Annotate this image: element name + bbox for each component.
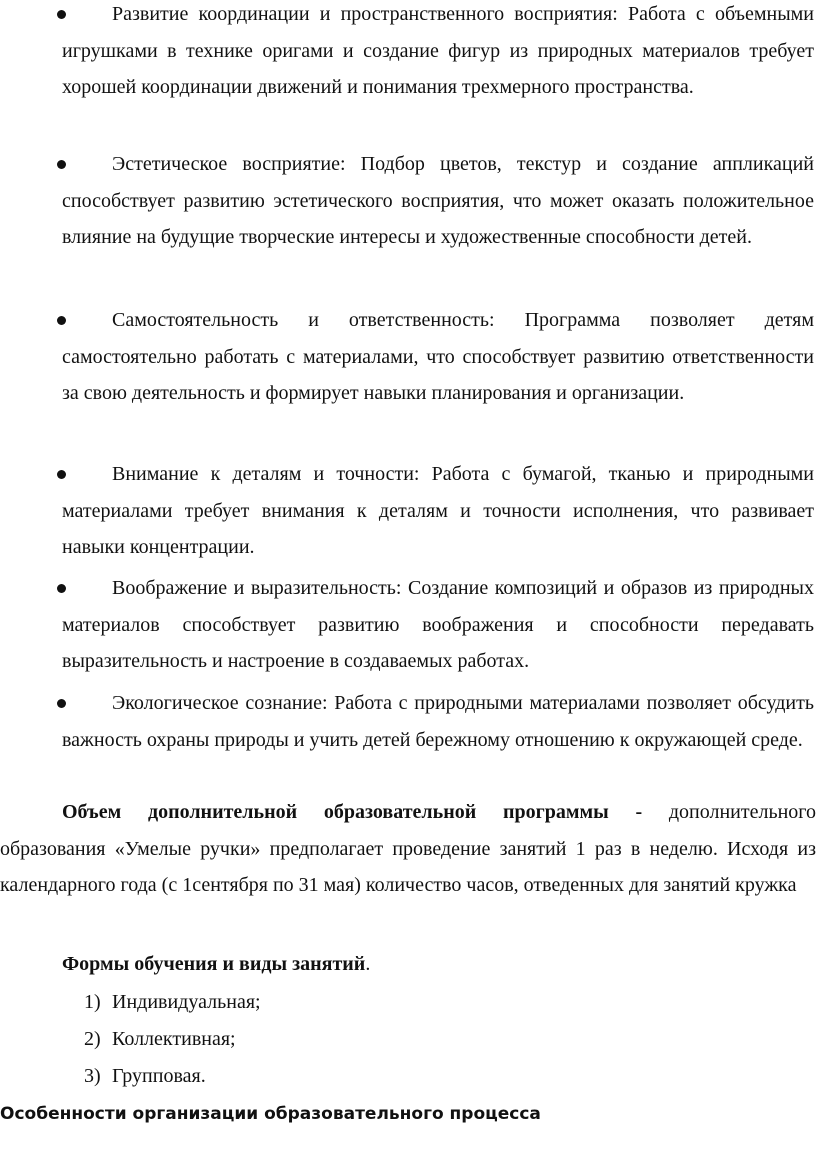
bullet-icon <box>57 584 66 593</box>
list-item <box>84 984 261 1021</box>
list-item <box>84 1058 261 1095</box>
list-item-text: Групповая. <box>112 1065 206 1087</box>
forms-list <box>84 984 261 1095</box>
forms-heading-suffix: . <box>365 953 371 975</box>
list-number: 1) <box>84 991 101 1013</box>
list-item <box>0 685 816 758</box>
list-item <box>0 570 816 680</box>
bullet-icon <box>57 160 66 169</box>
bullet-text: Самостоятельность и ответственность: Программа позволяет детям самостоятельно работать с материалами, что способствует развитию ответственности за свою деятельность и формирует навыки планирования и организации. <box>62 309 814 404</box>
bullet-icon <box>57 316 66 325</box>
bullet-icon <box>57 699 66 708</box>
bullet-icon <box>57 470 66 479</box>
forms-heading-text: Формы обучения и виды занятий <box>62 953 366 975</box>
list-item <box>0 146 816 256</box>
bullet-text: Эстетическое восприятие: Подбор цветов, текстур и создание аппликаций способствует развитию эстетического восприятия, что может оказать положительное влияние на будущие творческие интересы и художественные способности детей. <box>62 153 814 248</box>
bullet-text: Воображение и выразительность: Создание композиций и образов из природных материалов способствует развитию воображения и способности передавать выразительность и настроение в создаваемых работах. <box>62 577 814 672</box>
list-item-text: Индивидуальная; <box>112 991 261 1013</box>
volume-text: дополнительного образования «Умелые ручки» предполагает проведение занятий 1 раз в неделю. Исходя из календарного года (с 1сентября по 31 мая) количество часов, отведенных для занятий кружка <box>0 801 816 896</box>
list-number: 3) <box>84 1065 101 1087</box>
list-number: 2) <box>84 1028 101 1050</box>
list-item <box>0 456 816 566</box>
section-heading: Особенности организации образовательного процесса <box>0 1104 541 1124</box>
list-item <box>0 0 816 106</box>
bullet-text: Экологическое сознание: Работа с природными материалами позволяет обсудить важность охраны природы и учить детей бережному отношению к окружающей среде. <box>62 692 814 751</box>
list-item <box>0 302 816 412</box>
volume-paragraph <box>0 794 816 904</box>
bullet-text: Внимание к деталям и точности: Работа с бумагой, тканью и природными материалами требует внимания к деталям и точности исполнения, что развивает навыки концентрации. <box>62 463 814 558</box>
bullet-text: Развитие координации и пространственного восприятия: Работа с объемными игрушками в технике оригами и создание фигур из природных материалов требует хорошей координации движений и понимания трехмерного пространства. <box>62 3 814 98</box>
bullet-icon <box>57 10 66 19</box>
list-item <box>84 1021 261 1058</box>
list-item-text: Коллективная; <box>112 1028 236 1050</box>
volume-lead: Объем дополнительной образовательной программы - <box>62 801 643 823</box>
forms-heading <box>62 946 370 982</box>
